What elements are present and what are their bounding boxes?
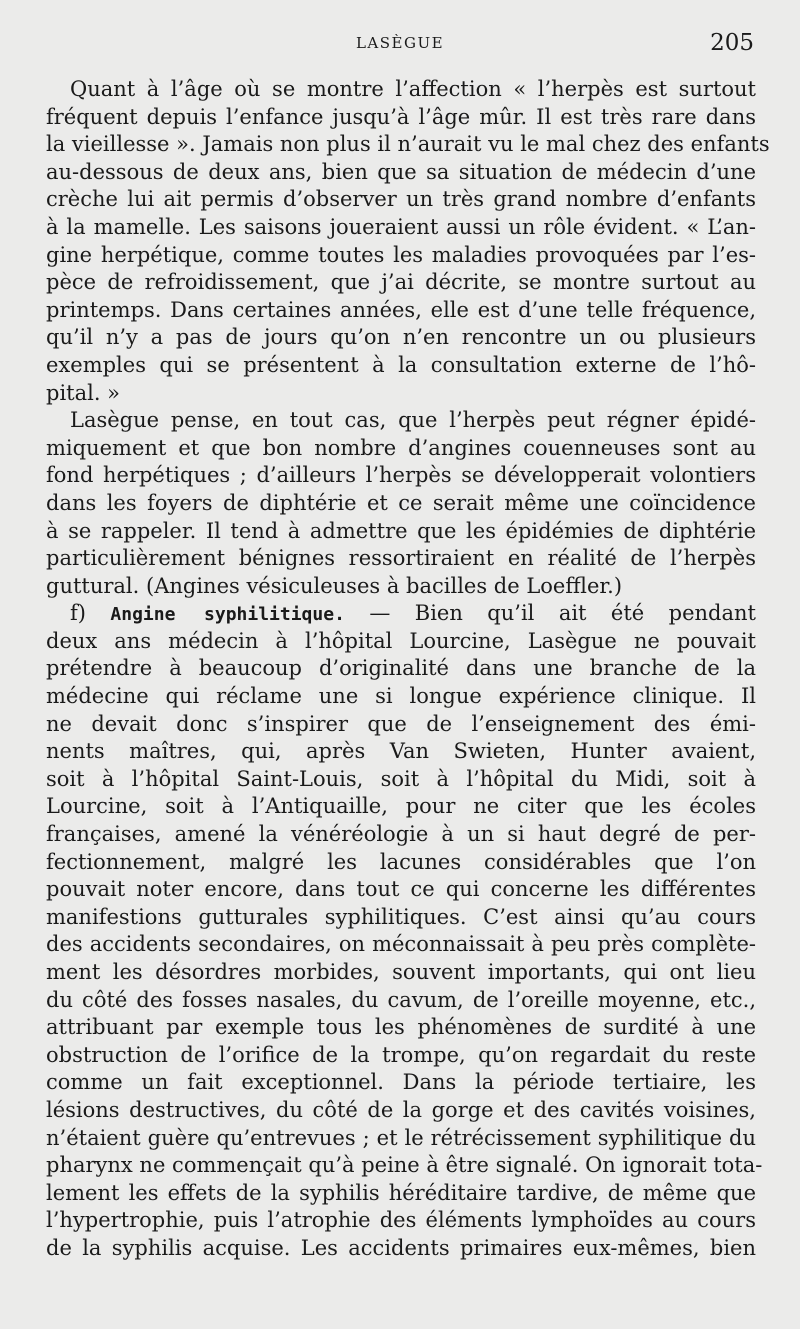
text-line: ne devait donc s’inspirer que de l’enseignement des émi- <box>46 711 756 736</box>
text-line: de la syphilis acquise. Les accidents primaires eux-mêmes, bien <box>46 1235 756 1260</box>
page-header <box>0 30 800 66</box>
text-line: Lasègue pense, en tout cas, que l’herpès peut régner épidé- <box>70 408 756 433</box>
text-line: Quant à l’âge où se montre l’affection « l’herpès est surtout <box>70 77 756 101</box>
text-line: particulièrement bénignes ressortiraient en réalité de l’herpès <box>46 546 756 571</box>
text-line: soit à l’hôpital Saint-Louis, soit à l’hôpital du Midi, soit à <box>46 766 756 791</box>
text-line: manifestions gutturales syphilitiques. C’est ainsi qu’au cours <box>46 904 756 929</box>
text-line: qu’il n’y a pas de jours qu’on n’en rencontre un ou plusieurs <box>46 325 756 350</box>
body-text <box>46 76 770 1263</box>
text-line: comme un fait exceptionnel. Dans la période tertiaire, les <box>46 1070 756 1095</box>
text-line: la vieillesse ». Jamais non plus il n’aurait vu le mal chez des enfants <box>46 132 770 157</box>
text-line: fréquent depuis l’enfance jusqu’à l’âge mûr. Il est très rare dans <box>46 104 756 129</box>
text-line: Lourcine, soit à l’Antiquaille, pour ne citer que les écoles <box>46 794 756 819</box>
text-line: fectionnement, malgré les lacunes considérables que l’on <box>46 849 756 874</box>
text-line: fond herpétiques ; d’ailleurs l’herpès se développerait volontiers <box>46 463 756 488</box>
text-line: miquement et que bon nombre d’angines couenneuses sont au <box>46 435 756 460</box>
text-line: obstruction de l’orifice de la trompe, qu’on regardait du reste <box>46 1042 756 1067</box>
text-line: deux ans médecin à l’hôpital Lourcine, Lasègue ne pouvait <box>46 628 756 653</box>
section-marker: f) <box>70 601 86 626</box>
text-line: n’étaient guère qu’entrevues ; et le rétrécissement syphilitique du <box>46 1125 756 1150</box>
text-line: du côté des fosses nasales, du cavum, de l’oreille moyenne, etc., <box>46 987 756 1012</box>
section-heading-line <box>46 600 756 628</box>
text-line: à se rappeler. Il tend à admettre que les épidémies de diphtérie <box>46 518 756 543</box>
text-fragment: — Bien qu’il ait été pendant <box>369 601 756 626</box>
text-line: exemples qui se présentent à la consultation externe de l’hô- <box>46 352 756 377</box>
text-line: l’hypertrophie, puis l’atrophie des éléments lymphoïdes au cours <box>46 1208 756 1233</box>
text-line: pharynx ne commençait qu’à peine à être signalé. On ignorait tota- <box>46 1153 763 1178</box>
text-line: des accidents secondaires, on méconnaissait à peu près complète- <box>46 932 756 957</box>
text-line: françaises, amené la vénéréologie à un si haut degré de per- <box>46 822 756 847</box>
text-line: médecine qui réclame une si longue expérience clinique. Il <box>46 684 756 709</box>
text-line: lement les effets de la syphilis héréditaire tardive, de même que <box>46 1180 756 1205</box>
text-line: lésions destructives, du côté de la gorge et des cavités voisines, <box>46 1097 756 1122</box>
text-line: attribuant par exemple tous les phénomènes de surdité à une <box>46 1015 756 1040</box>
text-line: crèche lui ait permis d’observer un très grand nombre d’enfants <box>46 187 756 212</box>
text-line: à la mamelle. Les saisons joueraient aussi un rôle évident. « L’an- <box>46 214 756 239</box>
text-line: nents maîtres, qui, après Van Swieten, Hunter avaient, <box>46 739 756 764</box>
text-line: pital. » <box>46 380 121 405</box>
section-title: Angine syphilitique. <box>110 604 345 626</box>
text-line: dans les foyers de diphtérie et ce serait même une coïncidence <box>46 490 756 515</box>
running-head: LASÈGUE <box>355 34 445 52</box>
text-line: au-dessous de deux ans, bien que sa situation de médecin d’une <box>46 159 756 184</box>
text-line: guttural. (Angines vésiculeuses à bacilles de Loeffler.) <box>46 573 623 598</box>
text-line: pouvait noter encore, dans tout ce qui concerne les différentes <box>46 877 756 902</box>
text-line: ment les désordres morbides, souvent importants, qui ont lieu <box>46 960 756 984</box>
text-line: pèce de refroidissement, que j’ai décrite, se montre surtout au <box>46 270 756 295</box>
text-line: prétendre à beaucoup d’originalité dans une branche de la <box>46 656 756 681</box>
page-number: 205 <box>710 30 754 56</box>
text-line: printemps. Dans certaines années, elle est d’une telle fréquence, <box>46 297 756 322</box>
text-line: gine herpétique, comme toutes les maladies provoquées par l’es- <box>46 242 756 267</box>
